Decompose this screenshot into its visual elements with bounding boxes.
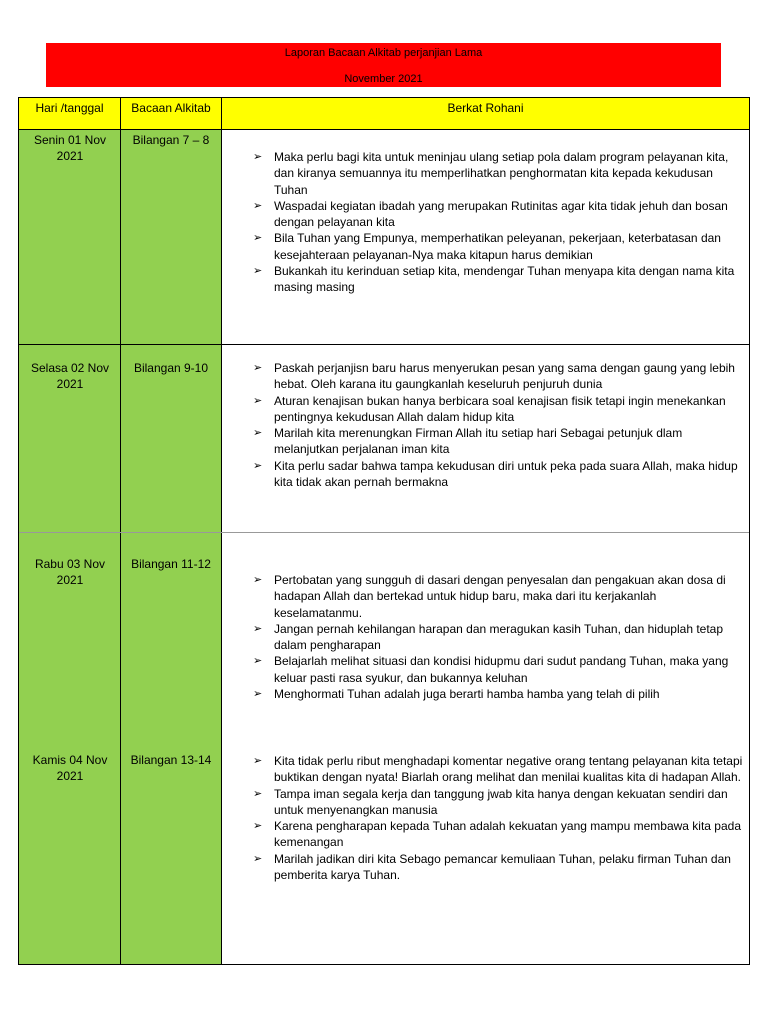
- report-title: Laporan Bacaan Alkitab perjanjian Lama: [284, 47, 483, 59]
- arrow-bullet-icon: ➢: [253, 394, 263, 407]
- header-day: Hari /tanggal: [35, 101, 104, 115]
- header-blessing: Berkat Rohani: [447, 101, 524, 115]
- list-item: ➢ Kita perlu sadar bahwa tampa kekudusan diri untuk peka pada suara Allah, maka hidup kita tidak akan pernah bermakna: [253, 458, 738, 490]
- report-title-banner: [46, 43, 721, 87]
- arrow-bullet-icon: ➢: [253, 622, 263, 635]
- row-1-reading: Bilangan 7 – 8: [132, 133, 210, 147]
- arrow-bullet-icon: ➢: [253, 459, 263, 472]
- reading-table: [18, 97, 750, 965]
- arrow-bullet-icon: ➢: [253, 265, 263, 278]
- row-2-reading: Bilangan 9-10: [133, 361, 209, 375]
- list-item: ➢ Karena pengharapan kepada Tuhan adalah kekuatan yang mampu membawa kita pada kemenangan: [253, 819, 741, 850]
- column-divider: [120, 98, 121, 964]
- column-divider: [221, 98, 222, 964]
- arrow-bullet-icon: ➢: [253, 362, 263, 374]
- row-3-points: [249, 572, 744, 702]
- arrow-bullet-icon: ➢: [253, 852, 263, 865]
- list-item: ➢ Jangan pernah kehilangan harapan dan meragukan kasih Tuhan, dan hiduplah tetap dalam pengharapan: [253, 621, 724, 653]
- list-item: ➢ Waspadai kegiatan ibadah yang merupakan Rutinitas agar kita tidak jehuh dan bosan dengan pelayanan kita: [253, 198, 728, 230]
- list-item: ➢ Bukankah itu kerinduan setiap kita, mendengar Tuhan menyapa kita dengan nama kita masing masing: [253, 264, 735, 295]
- header-reading: Bacaan Alkitab: [131, 101, 211, 115]
- list-item: ➢ Belajarlah melihat situasi dan kondisi hidupmu dari sudut pandang Tuhan, maka yang keluar pasti rasa syukur, dan bukannya keluhan: [253, 654, 729, 685]
- list-item: ➢ Bila Tuhan yang Empunya, memperhatikan peleyanan, pekerjaan, keterbatasan dan kesejahteraan pelayanan-Nya maka kitapun harus demikian: [253, 231, 721, 262]
- list-item: ➢ Marilah jadikan diri kita Sebago pemancar kemuliaan Tuhan, pelaku firman Tuhan dan pemberita karya Tuhan.: [253, 851, 731, 883]
- row-2-day: Selasa 02 Nov 2021: [30, 361, 110, 391]
- list-item: ➢ Kita tidak perlu ribut menghadapi komentar negative orang tentang pelayanan kita tetapi buktikan dengan nyata! Biarlah orang melihat dan menilai kualitas kita di hadapan Allah.: [253, 754, 743, 785]
- list-item: ➢ Marilah kita merenungkan Firman Allah itu setiap hari Sebagai petunjuk dlam melanjutkan perjalanan iman kita: [253, 426, 683, 457]
- row-4-reading: Bilangan 13-14: [130, 753, 212, 767]
- row-1-day: Senin 01 Nov 2021: [33, 133, 107, 163]
- arrow-bullet-icon: ➢: [253, 151, 263, 163]
- arrow-bullet-icon: ➢: [253, 688, 263, 701]
- row-divider: [19, 532, 749, 533]
- row-2-points: [249, 360, 744, 490]
- row-1-points: [249, 149, 744, 296]
- list-item: ➢ Tampa iman segala kerja dan tanggung jwab kita hanya dengan kekuatan sendiri dan untuk menyenangkan manusia: [253, 786, 728, 817]
- row-divider: [19, 129, 749, 130]
- arrow-bullet-icon: ➢: [253, 574, 263, 586]
- arrow-bullet-icon: ➢: [253, 787, 263, 800]
- row-4-points: [249, 753, 744, 883]
- report-month: November 2021: [344, 73, 423, 85]
- row-4-day: Kamis 04 Nov 2021: [32, 753, 108, 783]
- arrow-bullet-icon: ➢: [253, 820, 263, 833]
- list-item: ➢ Paskah perjanjisn baru harus menyerukan pesan yang sama dengan gaung yang lebih hebat. Oleh karana itu gaungkanlah keseluruh penjuruh dunia: [253, 361, 735, 392]
- arrow-bullet-icon: ➢: [253, 755, 263, 767]
- arrow-bullet-icon: ➢: [253, 199, 263, 212]
- arrow-bullet-icon: ➢: [253, 232, 263, 245]
- list-item: ➢ Pertobatan yang sungguh di dasari dengan penyesalan dan pengakuan akan dosa di hadapan Allah dan bertekad untuk hidup baru, maka dari itu kerjakanlah keselamatanmu.: [253, 573, 726, 620]
- row-3-reading: Bilangan 11-12: [131, 557, 211, 571]
- arrow-bullet-icon: ➢: [253, 427, 263, 440]
- row-divider: [19, 344, 749, 345]
- list-item: ➢ Menghormati Tuhan adalah juga berarti hamba hamba yang telah di pilih: [253, 687, 660, 702]
- list-item: ➢ Aturan kenajisan bukan hanya berbicara soal kenajisan fisik tetapi ingin menekankan pentingnya kekudusan Allah dalam hidup kita: [253, 393, 726, 424]
- arrow-bullet-icon: ➢: [253, 655, 263, 668]
- list-item: ➢ Maka perlu bagi kita untuk meninjau ulang setiap pola dalam program pelayanan kita, dan kiranya semuannya itu memperlihatkan penghormatan kita kepada kekudusan Tuhan: [253, 150, 729, 197]
- row-3-day: Rabu 03 Nov 2021: [34, 557, 106, 587]
